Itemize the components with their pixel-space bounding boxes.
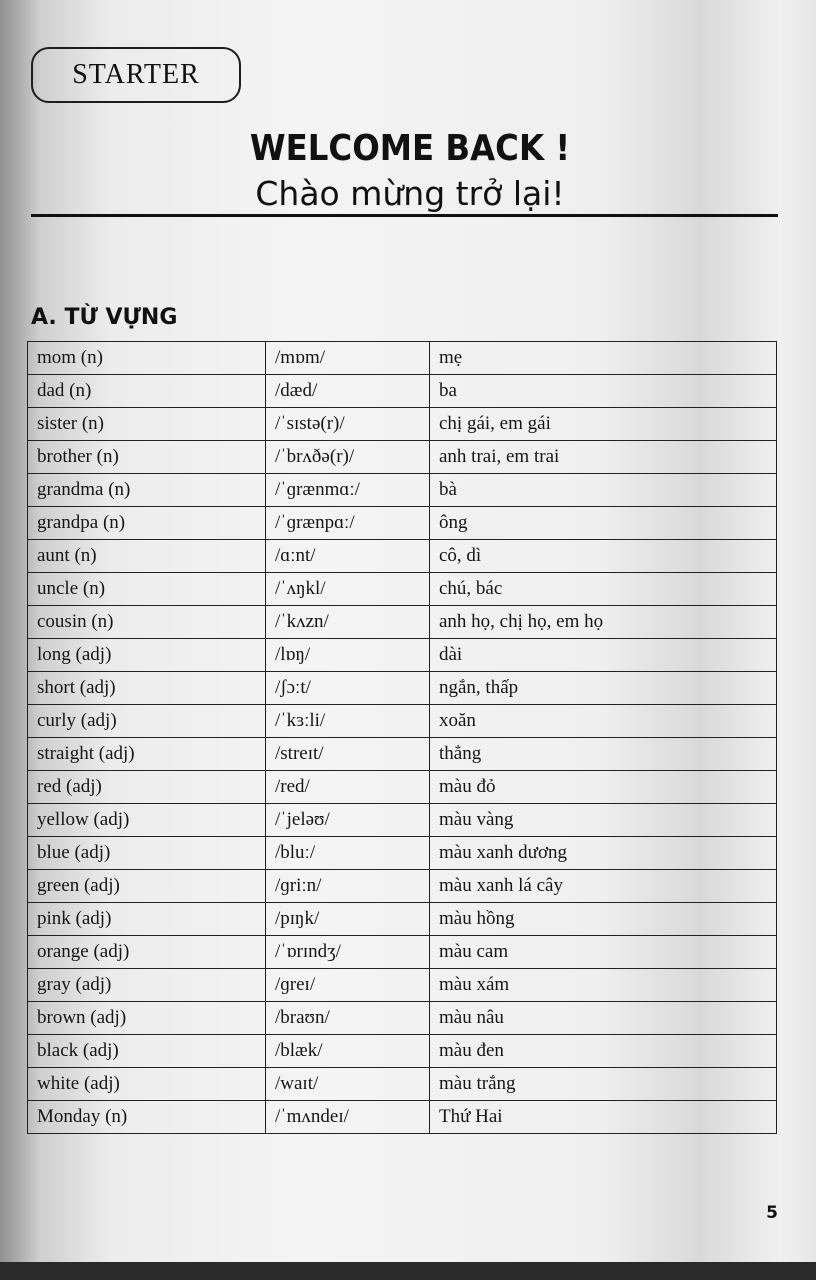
table-row: [28, 969, 777, 1002]
title-divider: [31, 214, 778, 217]
vocab-ipa: /braʊn/: [266, 1002, 430, 1035]
vocab-ipa: /streɪt/: [266, 738, 430, 771]
page-edge-shadow: [0, 1262, 816, 1280]
vocab-word: aunt (n): [28, 540, 266, 573]
table-row: [28, 606, 777, 639]
table-row: [28, 837, 777, 870]
table-row: [28, 738, 777, 771]
vocab-ipa: /bluː/: [266, 837, 430, 870]
vocab-meaning: anh họ, chị họ, em họ: [430, 606, 777, 639]
table-row: [28, 1068, 777, 1101]
vocab-ipa: /ˈkɜːli/: [266, 705, 430, 738]
vocab-word: Monday (n): [28, 1101, 266, 1134]
vocab-word: sister (n): [28, 408, 266, 441]
vocab-ipa: /ˈkʌzn/: [266, 606, 430, 639]
vocab-word: mom (n): [28, 342, 266, 375]
page-title: WELCOME BACK !: [249, 128, 571, 169]
vocab-ipa: /mɒm/: [266, 342, 430, 375]
vocab-word: curly (adj): [28, 705, 266, 738]
vocab-meaning: dài: [430, 639, 777, 672]
vocab-word: long (adj): [28, 639, 266, 672]
vocab-ipa: /red/: [266, 771, 430, 804]
vocab-meaning: mẹ: [430, 342, 777, 375]
vocab-word: gray (adj): [28, 969, 266, 1002]
vocab-meaning: bà: [430, 474, 777, 507]
vocab-ipa: /waɪt/: [266, 1068, 430, 1101]
vocab-word: black (adj): [28, 1035, 266, 1068]
vocab-meaning: ba: [430, 375, 777, 408]
vocab-ipa: /ʃɔːt/: [266, 672, 430, 705]
vocab-ipa: /ˈmʌndeɪ/: [266, 1101, 430, 1134]
table-row: [28, 639, 777, 672]
vocab-meaning: thẳng: [430, 738, 777, 771]
vocab-ipa: /pɪŋk/: [266, 903, 430, 936]
table-row: [28, 936, 777, 969]
vocab-meaning: màu cam: [430, 936, 777, 969]
vocab-word: grandma (n): [28, 474, 266, 507]
vocab-meaning: ngắn, thấp: [430, 672, 777, 705]
vocab-word: uncle (n): [28, 573, 266, 606]
vocab-word: dad (n): [28, 375, 266, 408]
table-row: [28, 441, 777, 474]
vocab-word: blue (adj): [28, 837, 266, 870]
section-heading: A. TỪ VỰNG: [31, 305, 178, 330]
vocab-meaning: cô, dì: [430, 540, 777, 573]
table-row: [28, 375, 777, 408]
table-row: [28, 771, 777, 804]
vocab-word: pink (adj): [28, 903, 266, 936]
table-row: [28, 1035, 777, 1068]
vocab-ipa: /ˈsɪstə(r)/: [266, 408, 430, 441]
vocab-ipa: /ˈɒrɪndʒ/: [266, 936, 430, 969]
vocab-ipa: /dæd/: [266, 375, 430, 408]
table-row: [28, 507, 777, 540]
vocab-ipa: /blæk/: [266, 1035, 430, 1068]
page-subtitle: Chào mừng trở lại!: [255, 174, 565, 213]
table-row: [28, 573, 777, 606]
vocab-ipa: /lɒŋ/: [266, 639, 430, 672]
vocab-meaning: màu hồng: [430, 903, 777, 936]
table-row: [28, 672, 777, 705]
table-row: [28, 408, 777, 441]
table-row: [28, 474, 777, 507]
vocab-meaning: màu nâu: [430, 1002, 777, 1035]
vocab-meaning: màu xám: [430, 969, 777, 1002]
vocab-ipa: /ˈɡrænpɑː/: [266, 507, 430, 540]
vocab-ipa: /ˈjeləʊ/: [266, 804, 430, 837]
table-row: [28, 342, 777, 375]
vocab-meaning: màu đỏ: [430, 771, 777, 804]
table-row: [28, 540, 777, 573]
vocab-meaning: chị gái, em gái: [430, 408, 777, 441]
vocab-ipa: /ˈɡrænmɑː/: [266, 474, 430, 507]
vocab-ipa: /ˈʌŋkl/: [266, 573, 430, 606]
table-row: [28, 903, 777, 936]
vocab-meaning: xoăn: [430, 705, 777, 738]
vocab-meaning: màu trắng: [430, 1068, 777, 1101]
vocab-meaning: màu xanh lá cây: [430, 870, 777, 903]
vocabulary-table: [27, 341, 777, 1134]
vocab-meaning: Thứ Hai: [430, 1101, 777, 1134]
table-row: [28, 804, 777, 837]
vocab-word: red (adj): [28, 771, 266, 804]
vocab-meaning: ông: [430, 507, 777, 540]
table-row: [28, 1101, 777, 1134]
page-number: 5: [766, 1203, 778, 1223]
vocab-word: yellow (adj): [28, 804, 266, 837]
vocab-word: green (adj): [28, 870, 266, 903]
vocab-word: short (adj): [28, 672, 266, 705]
table-row: [28, 705, 777, 738]
vocab-word: grandpa (n): [28, 507, 266, 540]
vocab-word: brother (n): [28, 441, 266, 474]
table-row: [28, 1002, 777, 1035]
starter-badge: STARTER: [31, 47, 241, 103]
vocab-word: straight (adj): [28, 738, 266, 771]
vocab-meaning: màu xanh dương: [430, 837, 777, 870]
vocab-meaning: màu vàng: [430, 804, 777, 837]
vocab-meaning: anh trai, em trai: [430, 441, 777, 474]
vocab-meaning: màu đen: [430, 1035, 777, 1068]
vocab-word: white (adj): [28, 1068, 266, 1101]
vocab-meaning: chú, bác: [430, 573, 777, 606]
vocab-ipa: /ˈbrʌðə(r)/: [266, 441, 430, 474]
vocab-ipa: /ɡriːn/: [266, 870, 430, 903]
vocab-word: orange (adj): [28, 936, 266, 969]
vocab-ipa: /ɑːnt/: [266, 540, 430, 573]
vocabulary-table-body: [28, 342, 777, 1134]
vocab-word: cousin (n): [28, 606, 266, 639]
table-row: [28, 870, 777, 903]
vocab-word: brown (adj): [28, 1002, 266, 1035]
vocab-ipa: /ɡreɪ/: [266, 969, 430, 1002]
